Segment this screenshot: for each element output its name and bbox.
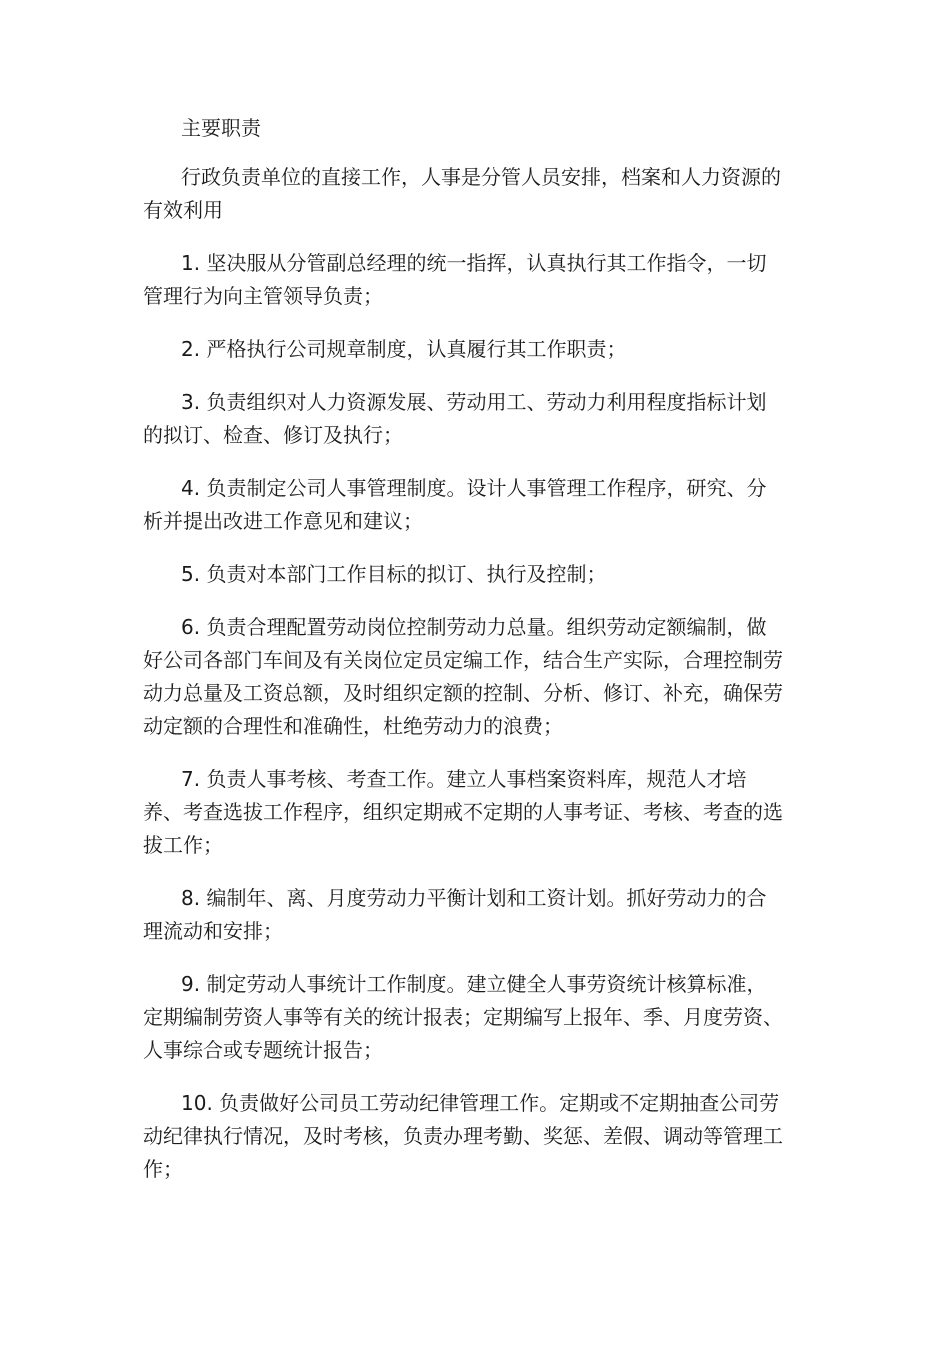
duty-item-7: 7. 负责人事考核、考查工作。建立人事档案资料库，规范人才培养、考查选拔工作程序，组织定期戒不定期的人事考证、考核、考查的选拔工作； xyxy=(143,767,783,857)
duty-item-10: 10. 负责做好公司员工劳动纪律管理工作。定期或不定期抽查公司劳动纪律执行情况，及时考核，负责办理考勤、奖惩、差假、调动等管理工作； xyxy=(143,1091,783,1181)
duty-item-1: 1. 坚决服从分管副总经理的统一指挥，认真执行其工作指令，一切管理行为向主管领导负责； xyxy=(143,251,767,308)
intro-paragraph: 行政负责单位的直接工作，人事是分管人员安排，档案和人力资源的有效利用 xyxy=(143,165,781,222)
section-heading: 主要职责 xyxy=(181,116,261,140)
duty-item-4: 4. 负责制定公司人事管理制度。设计人事管理工作程序，研究、分析并提出改进工作意见和建议； xyxy=(143,476,767,533)
duty-item-3: 3. 负责组织对人力资源发展、劳动用工、劳动力利用程度指标计划的拟订、检查、修订及执行； xyxy=(143,390,767,447)
duty-item-8: 8. 编制年、离、月度劳动力平衡计划和工资计划。抓好劳动力的合理流动和安排； xyxy=(143,886,767,943)
duty-item-6: 6. 负责合理配置劳动岗位控制劳动力总量。组织劳动定额编制，做好公司各部门车间及有关岗位定员定编工作，结合生产实际，合理控制劳动力总量及工资总额，及时组织定额的控制、分析、修订、补充，确保劳动定额的合理性和准确性，杜绝劳动力的浪费； xyxy=(143,615,783,738)
duty-item-9: 9. 制定劳动人事统计工作制度。建立健全人事劳资统计核算标准，定期编制劳资人事等有关的统计报表；定期编写上报年、季、月度劳资、人事综合或专题统计报告； xyxy=(143,972,783,1062)
duty-item-5: 5. 负责对本部门工作目标的拟订、执行及控制； xyxy=(181,562,607,586)
duty-item-2: 2. 严格执行公司规章制度，认真履行其工作职责； xyxy=(181,337,627,361)
document-body xyxy=(143,112,783,1206)
